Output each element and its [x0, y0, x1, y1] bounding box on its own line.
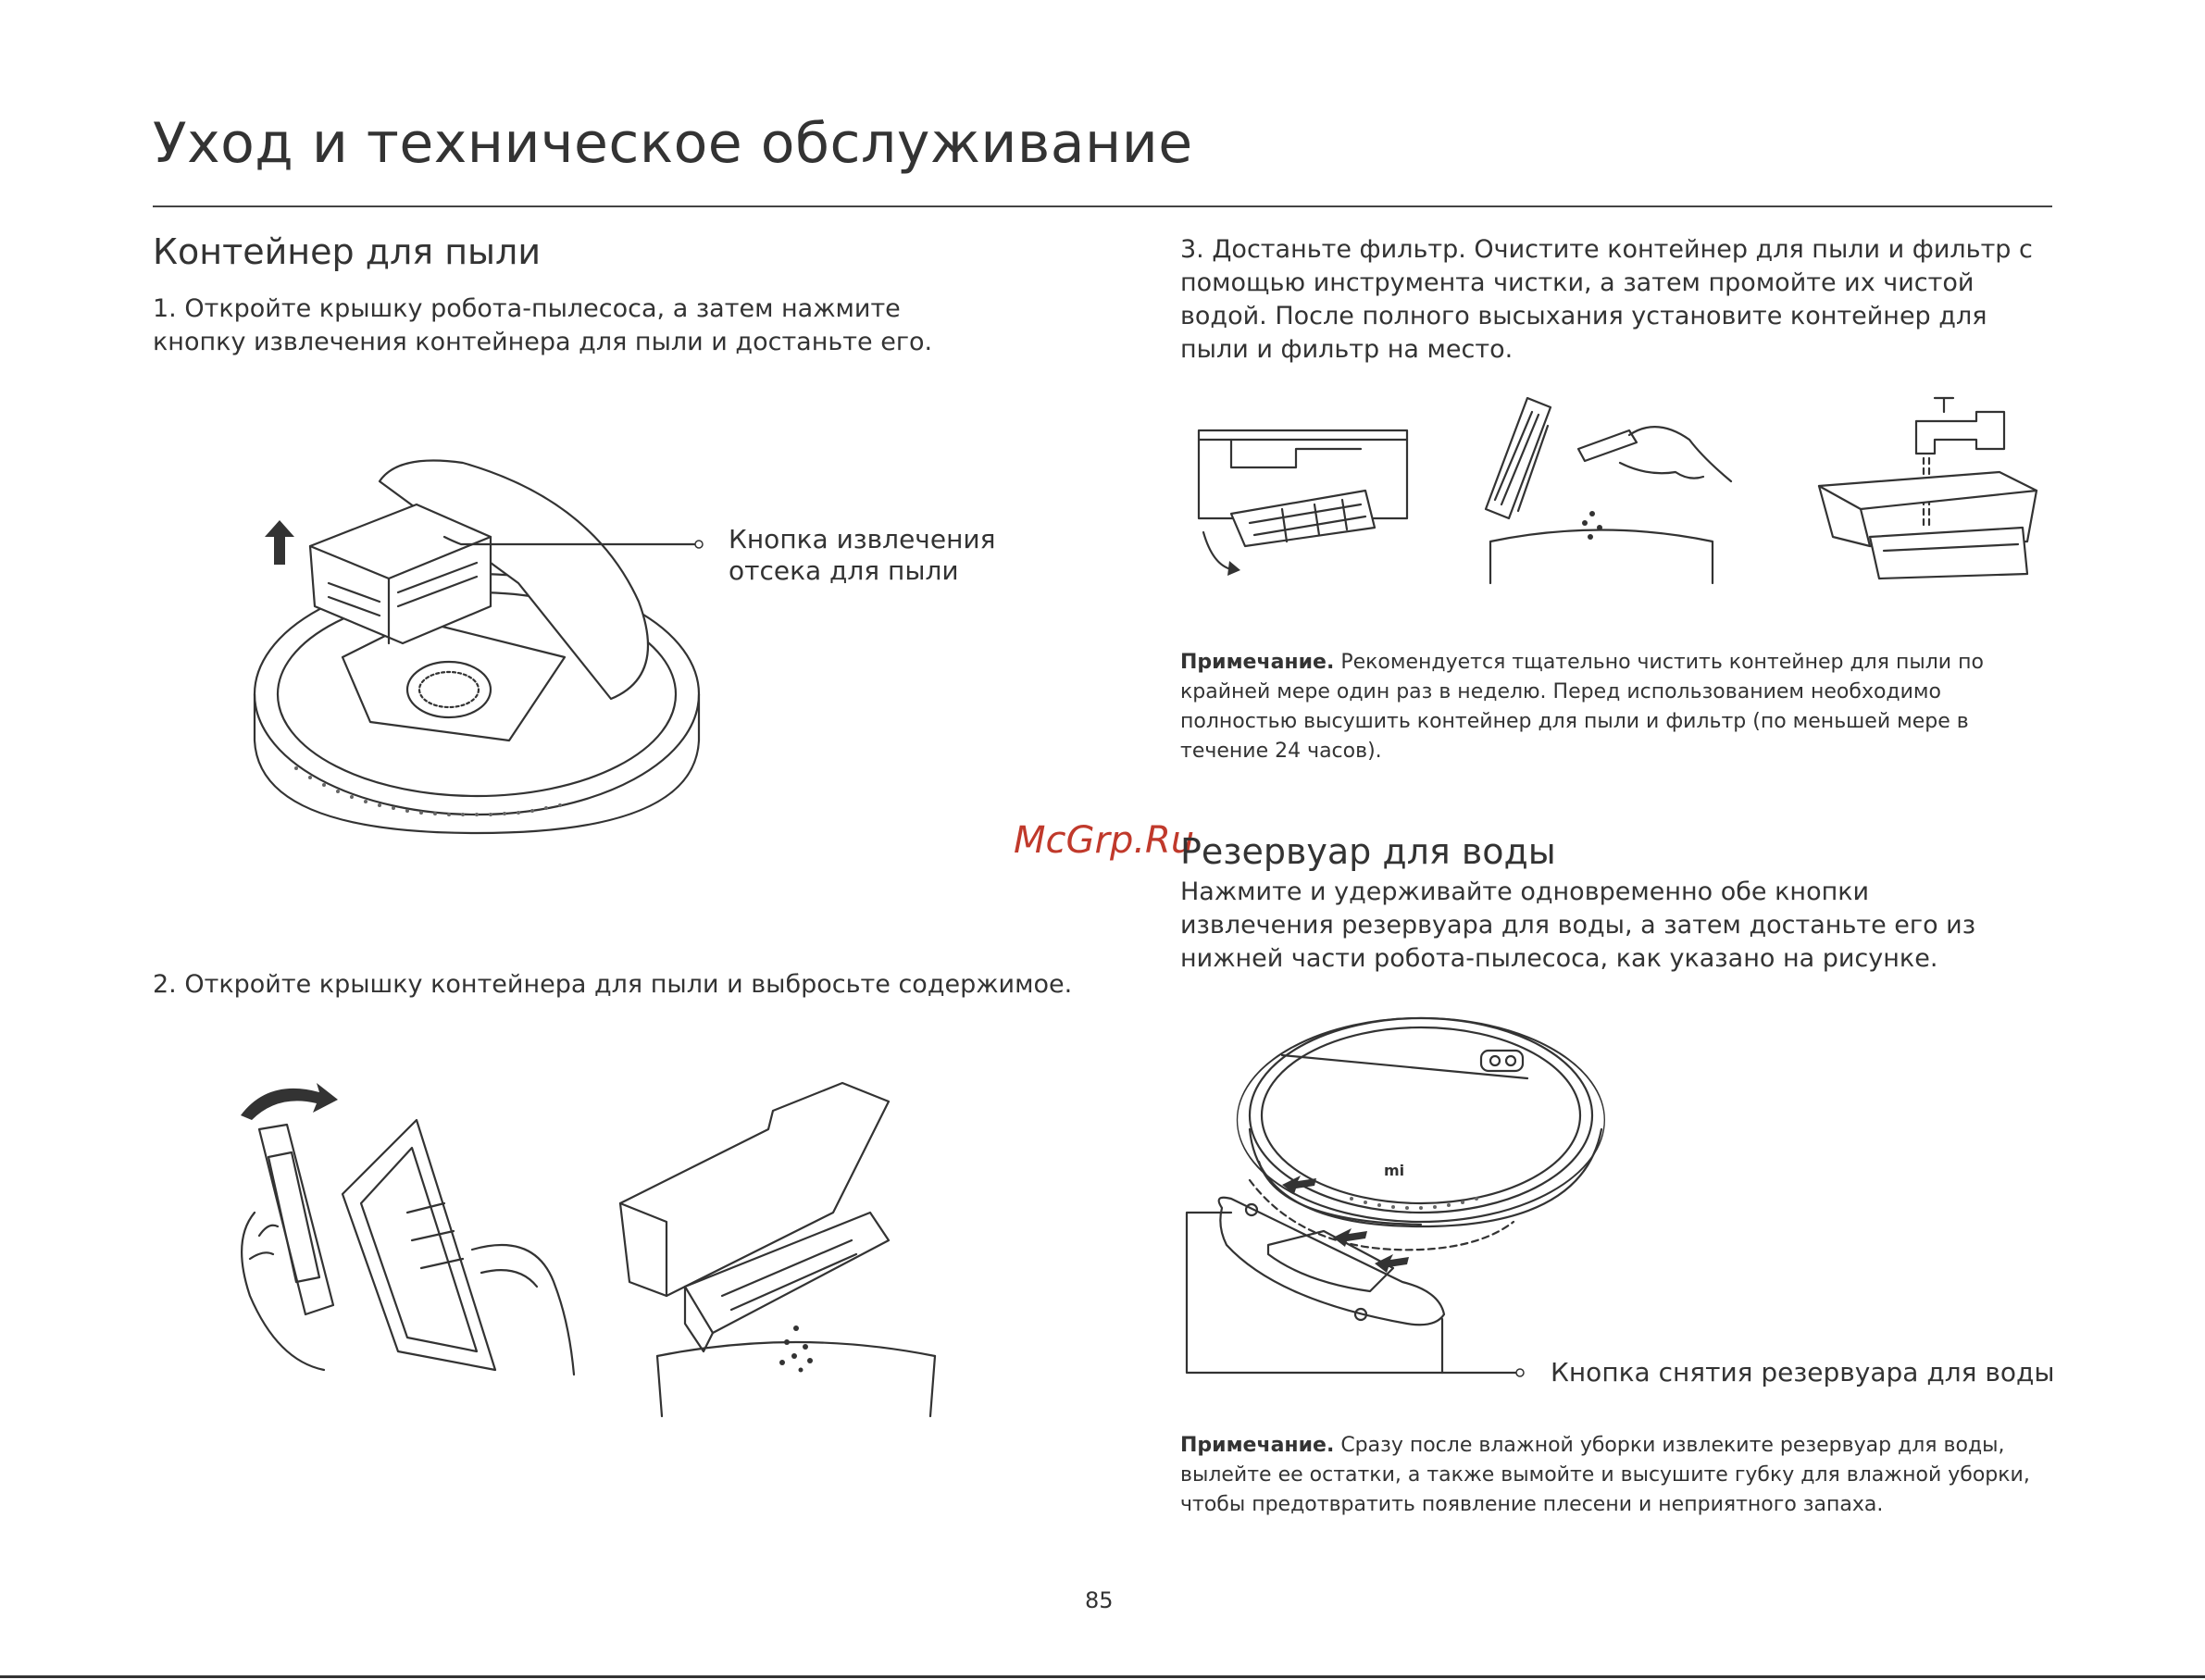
dust-bin-note-label: Примечание. [1180, 651, 1335, 674]
dust-bin-release-button-callout: Кнопка извлечения отсека для пыли [729, 524, 996, 586]
filter-brushing-illustration [1481, 389, 1750, 583]
page-number: 85 [1085, 1587, 1114, 1613]
watermark: McGrp.Ru [1014, 819, 1195, 862]
filter-removal-illustration [1194, 426, 1416, 583]
dust-bin-note [1180, 648, 2050, 766]
water-tank-note-label: Примечание. [1180, 1434, 1335, 1457]
dust-bin-emptying-illustration [611, 1074, 963, 1425]
water-tank-removal-illustration [1194, 1014, 1620, 1384]
page-title: Уход и техническое обслуживание [153, 111, 1193, 176]
dust-bin-step-1: 1. Откройте крышку робота-пылесоса, а затем нажмите кнопку извлечения контейнера для пыли и достаньте его. [153, 294, 933, 356]
water-tank-heading: Резервуар для воды [1180, 831, 1556, 872]
water-rinse-illustration [1814, 389, 2046, 592]
dust-bin-step-2: 2. Откройте крышку контейнера для пыли и выбросьте содержимое. [153, 970, 1073, 999]
water-tank-instruction: Нажмите и удерживайте одновременно обе кнопки извлечения резервуара для воды, а затем достаньте его из нижней части робота-пылесоса, как указано на рисунке. [1180, 877, 1976, 973]
bottom-divider [0, 1675, 2205, 1678]
water-tank-note [1180, 1431, 2050, 1520]
robot-mi-logo: mi [1384, 1162, 1405, 1179]
dust-bin-heading: Контейнер для пыли [153, 231, 542, 272]
dust-bin-note-text: Рекомендуется тщательно чистить контейнер для пыли по крайней мере один раз в неделю. Перед использованием необходимо полностью высушить контейнер для пыли и фильтр (по меньшей мере в течение 24 часов). [1180, 651, 1984, 763]
robot-dust-bin-removal-illustration [241, 444, 722, 852]
water-tank-note-text: Сразу после влажной уборки извлеките резервуар для воды, вылейте ее остатки, а также вымойте и высушите губку для влажной уборки, чтобы предотвратить появление плесени и неприятного запаха. [1180, 1434, 2030, 1516]
dust-bin-step-3: 3. Достаньте фильтр. Очистите контейнер для пыли и фильтр с помощью инструмента чистки, а затем промойте их чистой водой. После полного высыхания установите контейнер для пыли и фильтр на место. [1180, 235, 2033, 364]
hands-opening-dust-bin-illustration [231, 1074, 583, 1388]
title-divider [153, 205, 2052, 207]
water-tank-release-button-callout: Кнопка снятия резервуара для воды [1551, 1357, 2055, 1388]
